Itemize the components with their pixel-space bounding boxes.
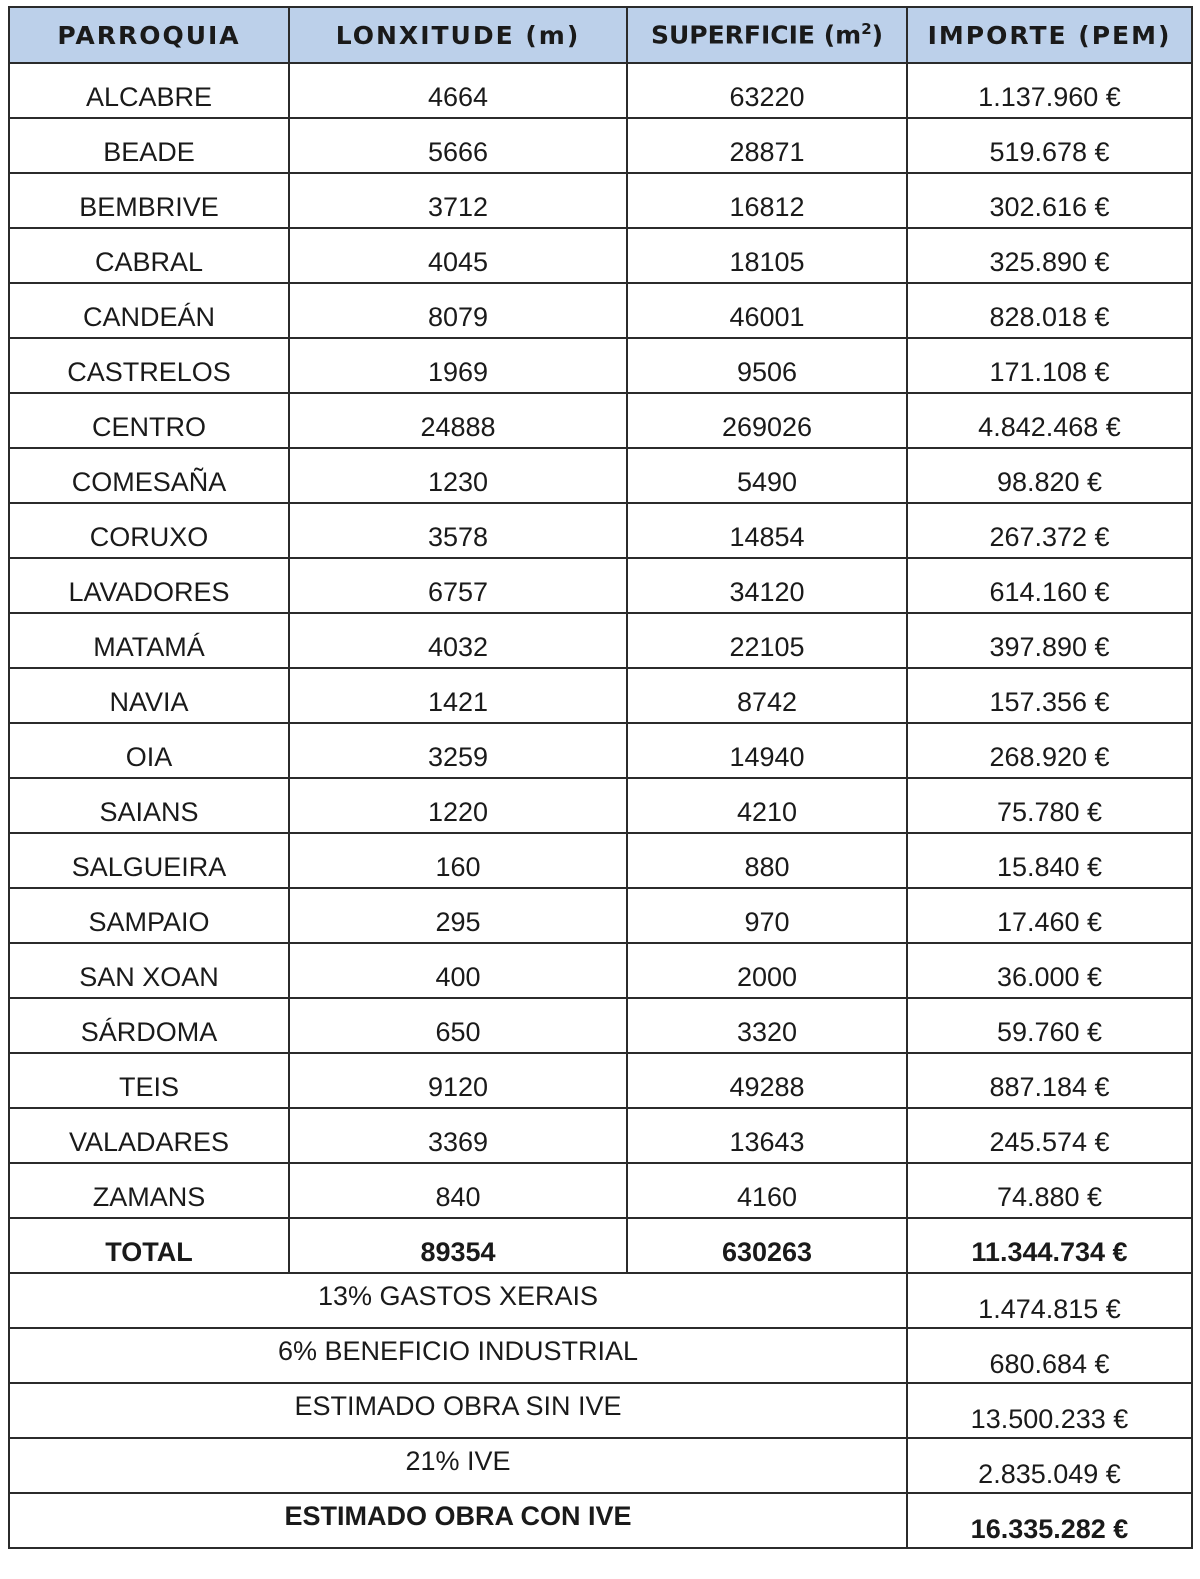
total-lonxitude: 89354 [289, 1218, 627, 1273]
cell-parroquia: CORUXO [9, 503, 289, 558]
cell-importe: 15.840 € [907, 833, 1192, 888]
cell-lonxitude: 160 [289, 833, 627, 888]
cell-lonxitude: 1220 [289, 778, 627, 833]
header-importe: IMPORTE (PEM) [907, 7, 1192, 63]
cell-parroquia: NAVIA [9, 668, 289, 723]
header-superficie-close: ) [871, 20, 884, 50]
total-superficie: 630263 [627, 1218, 907, 1273]
header-superficie-text: SUPERFICIE (m [650, 20, 862, 50]
cell-lonxitude: 4664 [289, 63, 627, 118]
cell-importe: 397.890 € [907, 613, 1192, 668]
cell-parroquia: SAN XOAN [9, 943, 289, 998]
table-row [9, 228, 1192, 283]
cell-superficie: 5490 [627, 448, 907, 503]
cell-lonxitude: 3369 [289, 1108, 627, 1163]
cell-superficie: 269026 [627, 393, 907, 448]
header-superficie [627, 7, 907, 63]
cell-superficie: 28871 [627, 118, 907, 173]
cell-superficie: 46001 [627, 283, 907, 338]
cell-lonxitude: 8079 [289, 283, 627, 338]
cell-superficie: 63220 [627, 63, 907, 118]
cell-parroquia: TEIS [9, 1053, 289, 1108]
cell-superficie: 4160 [627, 1163, 907, 1218]
summary-label: ESTIMADO OBRA CON IVE [9, 1493, 907, 1548]
summary-value: 1.474.815 € [907, 1273, 1192, 1328]
table-row [9, 723, 1192, 778]
summary-value: 13.500.233 € [907, 1383, 1192, 1438]
cell-importe: 171.108 € [907, 338, 1192, 393]
cell-importe: 325.890 € [907, 228, 1192, 283]
table-row [9, 558, 1192, 613]
cell-lonxitude: 400 [289, 943, 627, 998]
summary-row [9, 1438, 1192, 1493]
table-row [9, 1108, 1192, 1163]
cell-lonxitude: 1969 [289, 338, 627, 393]
cell-superficie: 14940 [627, 723, 907, 778]
total-label: TOTAL [9, 1218, 289, 1273]
cell-parroquia: ALCABRE [9, 63, 289, 118]
header-parroquia: PARROQUIA [9, 7, 289, 63]
cell-lonxitude: 840 [289, 1163, 627, 1218]
cell-importe: 98.820 € [907, 448, 1192, 503]
table-row [9, 338, 1192, 393]
table-row [9, 503, 1192, 558]
cell-lonxitude: 3259 [289, 723, 627, 778]
cell-parroquia: LAVADORES [9, 558, 289, 613]
table-row [9, 943, 1192, 998]
table-row [9, 998, 1192, 1053]
cell-importe: 828.018 € [907, 283, 1192, 338]
summary-value: 680.684 € [907, 1328, 1192, 1383]
cell-superficie: 9506 [627, 338, 907, 393]
total-row [9, 1218, 1192, 1273]
cell-importe: 157.356 € [907, 668, 1192, 723]
table-body [9, 63, 1192, 1548]
summary-row [9, 1493, 1192, 1548]
cell-lonxitude: 3578 [289, 503, 627, 558]
cell-parroquia: ZAMANS [9, 1163, 289, 1218]
cell-lonxitude: 4032 [289, 613, 627, 668]
cell-importe: 17.460 € [907, 888, 1192, 943]
summary-label: 13% GASTOS XERAIS [9, 1273, 907, 1328]
cell-importe: 614.160 € [907, 558, 1192, 613]
table-row [9, 1163, 1192, 1218]
cell-parroquia: SALGUEIRA [9, 833, 289, 888]
summary-label: ESTIMADO OBRA SIN IVE [9, 1383, 907, 1438]
summary-row [9, 1328, 1192, 1383]
table-row [9, 118, 1192, 173]
cell-importe: 245.574 € [907, 1108, 1192, 1163]
table-row [9, 778, 1192, 833]
table-row [9, 613, 1192, 668]
cell-importe: 36.000 € [907, 943, 1192, 998]
cell-parroquia: VALADARES [9, 1108, 289, 1163]
cell-parroquia: SAIANS [9, 778, 289, 833]
header-row [9, 7, 1192, 63]
cell-lonxitude: 4045 [289, 228, 627, 283]
cell-lonxitude: 5666 [289, 118, 627, 173]
cell-superficie: 34120 [627, 558, 907, 613]
cell-parroquia: COMESAÑA [9, 448, 289, 503]
table-row [9, 833, 1192, 888]
cell-lonxitude: 9120 [289, 1053, 627, 1108]
cell-importe: 267.372 € [907, 503, 1192, 558]
cell-importe: 519.678 € [907, 118, 1192, 173]
total-importe: 11.344.734 € [907, 1218, 1192, 1273]
cell-parroquia: CABRAL [9, 228, 289, 283]
cell-superficie: 3320 [627, 998, 907, 1053]
cell-parroquia: SÁRDOMA [9, 998, 289, 1053]
cell-importe: 74.880 € [907, 1163, 1192, 1218]
cell-importe: 268.920 € [907, 723, 1192, 778]
table-row [9, 173, 1192, 228]
table-row [9, 668, 1192, 723]
cell-importe: 75.780 € [907, 778, 1192, 833]
cell-lonxitude: 1230 [289, 448, 627, 503]
cell-lonxitude: 1421 [289, 668, 627, 723]
cell-superficie: 8742 [627, 668, 907, 723]
cell-lonxitude: 24888 [289, 393, 627, 448]
header-lonxitude: LONXITUDE (m) [289, 7, 627, 63]
cell-superficie: 14854 [627, 503, 907, 558]
summary-value: 2.835.049 € [907, 1438, 1192, 1493]
cell-superficie: 16812 [627, 173, 907, 228]
cell-superficie: 49288 [627, 1053, 907, 1108]
cell-superficie: 13643 [627, 1108, 907, 1163]
table-row [9, 448, 1192, 503]
cell-parroquia: BEADE [9, 118, 289, 173]
cell-superficie: 22105 [627, 613, 907, 668]
cell-superficie: 970 [627, 888, 907, 943]
cell-parroquia: CANDEÁN [9, 283, 289, 338]
table-row [9, 63, 1192, 118]
cell-parroquia: CENTRO [9, 393, 289, 448]
cell-parroquia: OIA [9, 723, 289, 778]
summary-row [9, 1383, 1192, 1438]
cell-lonxitude: 650 [289, 998, 627, 1053]
cell-parroquia: CASTRELOS [9, 338, 289, 393]
cell-importe: 1.137.960 € [907, 63, 1192, 118]
cell-importe: 59.760 € [907, 998, 1192, 1053]
summary-label: 6% BENEFICIO INDUSTRIAL [9, 1328, 907, 1383]
cell-parroquia: BEMBRIVE [9, 173, 289, 228]
summary-value: 16.335.282 € [907, 1493, 1192, 1548]
header-superficie-superscript: 2 [861, 20, 872, 39]
cell-parroquia: SAMPAIO [9, 888, 289, 943]
cell-importe: 887.184 € [907, 1053, 1192, 1108]
table-row [9, 283, 1192, 338]
cell-superficie: 880 [627, 833, 907, 888]
table-row [9, 1053, 1192, 1108]
cell-lonxitude: 295 [289, 888, 627, 943]
table-header [9, 7, 1192, 63]
cell-parroquia: MATAMÁ [9, 613, 289, 668]
cell-importe: 4.842.468 € [907, 393, 1192, 448]
budget-table [8, 6, 1193, 1549]
cell-lonxitude: 6757 [289, 558, 627, 613]
cell-superficie: 2000 [627, 943, 907, 998]
cell-importe: 302.616 € [907, 173, 1192, 228]
cell-superficie: 4210 [627, 778, 907, 833]
summary-row [9, 1273, 1192, 1328]
table-row [9, 393, 1192, 448]
table-row [9, 888, 1192, 943]
cell-superficie: 18105 [627, 228, 907, 283]
summary-label: 21% IVE [9, 1438, 907, 1493]
cell-lonxitude: 3712 [289, 173, 627, 228]
